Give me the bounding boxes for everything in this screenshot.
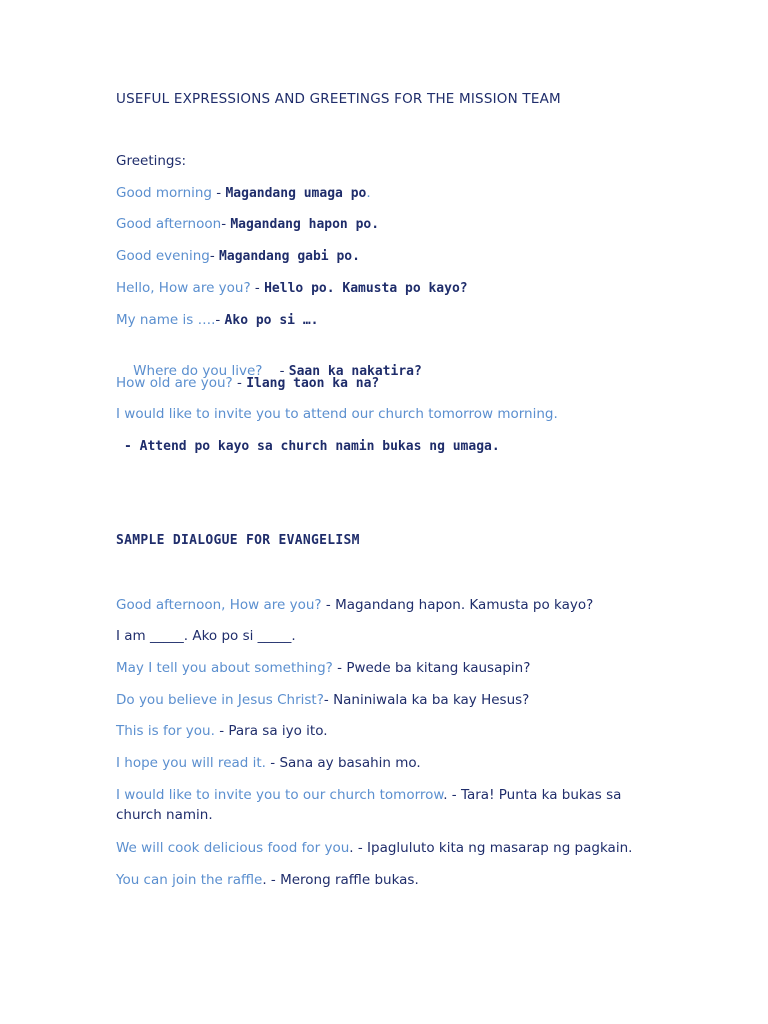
english-phrase: I am _____. [116,628,189,644]
greeting-row [116,310,676,331]
invite-tagalog: - Attend po kayo sa church namin bukas ng umaga. [124,439,500,454]
english-phrase: My name is …. [116,312,216,328]
separator: - [250,280,265,296]
english-phrase: Good evening [116,248,210,264]
tagalog-phrase: Magandang gabi po. [219,249,360,264]
greeting-row [116,373,676,394]
greeting-row [116,183,676,204]
dialogue-row [116,721,676,741]
dialogue-row [116,838,676,858]
separator: - [221,216,231,232]
separator: - [332,660,347,676]
english-phrase: May I tell you about something? [116,660,333,676]
separator: - [215,312,225,328]
dialogue-row [116,870,676,890]
dialogue-row [116,753,676,773]
tagalog-phrase: Ilang taon ka na? [246,376,380,391]
english-phrase: Good afternoon, How are you? [116,597,322,613]
tagalog-phrase: Merong raffle bukas. [280,872,419,888]
dialogue-row [116,785,656,825]
separator: - [214,723,229,739]
separator: - [209,248,220,264]
greeting-row [116,278,676,299]
greetings-label: Greetings: [116,153,187,169]
tagalog-phrase: Pwede ba kitang kausapin? [346,660,531,676]
english-phrase: Good morning [116,185,212,201]
english-phrase: We will cook delicious food for you [116,840,350,856]
tagalog-phrase: Magandang umaga po [225,186,367,201]
tagalog-phrase: Tara! Punta ka bukas sa church namin. [116,787,622,823]
separator: . - [262,872,281,888]
english-phrase: How old are you? [116,375,233,391]
tagalog-phrase: Magandang hapon po. [230,217,380,232]
document-title: USEFUL EXPRESSIONS AND GREETINGS FOR THE MISSION TEAM [116,91,561,107]
english-phrase: I would like to invite you to our church tomorrow [116,787,444,803]
separator: - [265,755,280,771]
tagalog-phrase: Sana ay basahin mo. [279,755,421,771]
tagalog-phrase: Ako po si …. [224,313,319,328]
separator: - [262,363,289,379]
dialogue-row [116,595,676,615]
dialogue-row [116,658,676,678]
tagalog-phrase: Magandang hapon. Kamusta po kayo? [335,597,594,613]
english-phrase: Good afternoon [116,216,222,232]
tagalog-phrase: Para sa iyo ito. [228,723,328,739]
english-phrase: Hello, How are you? [116,280,251,296]
tagalog-phrase: Naniniwala ka ba kay Hesus? [333,692,530,708]
greeting-row [116,246,676,267]
separator: - [323,692,334,708]
separator: - [232,375,247,391]
trailing-punctuation: . [366,185,371,201]
tagalog-phrase: Saan ka nakatira? [288,364,422,379]
dialogue-row [116,690,676,710]
dialogue-row [116,626,676,646]
english-phrase: Do you believe in Jesus Christ? [116,692,324,708]
separator: - [321,597,336,613]
english-phrase: You can join the raffle [116,872,263,888]
tagalog-phrase: Ako po si _____. [192,628,296,644]
tagalog-phrase: Ipagluluto kita ng masarap ng pagkain. [367,840,633,856]
separator: . - [349,840,368,856]
section-title: SAMPLE DIALOGUE FOR EVANGELISM [116,533,360,548]
english-phrase: I hope you will read it. [116,755,266,771]
tagalog-phrase: Hello po. Kamusta po kayo? [264,281,468,296]
greeting-row [116,214,676,235]
separator: - [212,185,226,201]
english-phrase: This is for you. [116,723,215,739]
english-phrase: Where do you live? [133,363,263,379]
invite-english: I would like to invite you to attend our church tomorrow morning. [116,406,558,422]
separator: . - [443,787,461,803]
